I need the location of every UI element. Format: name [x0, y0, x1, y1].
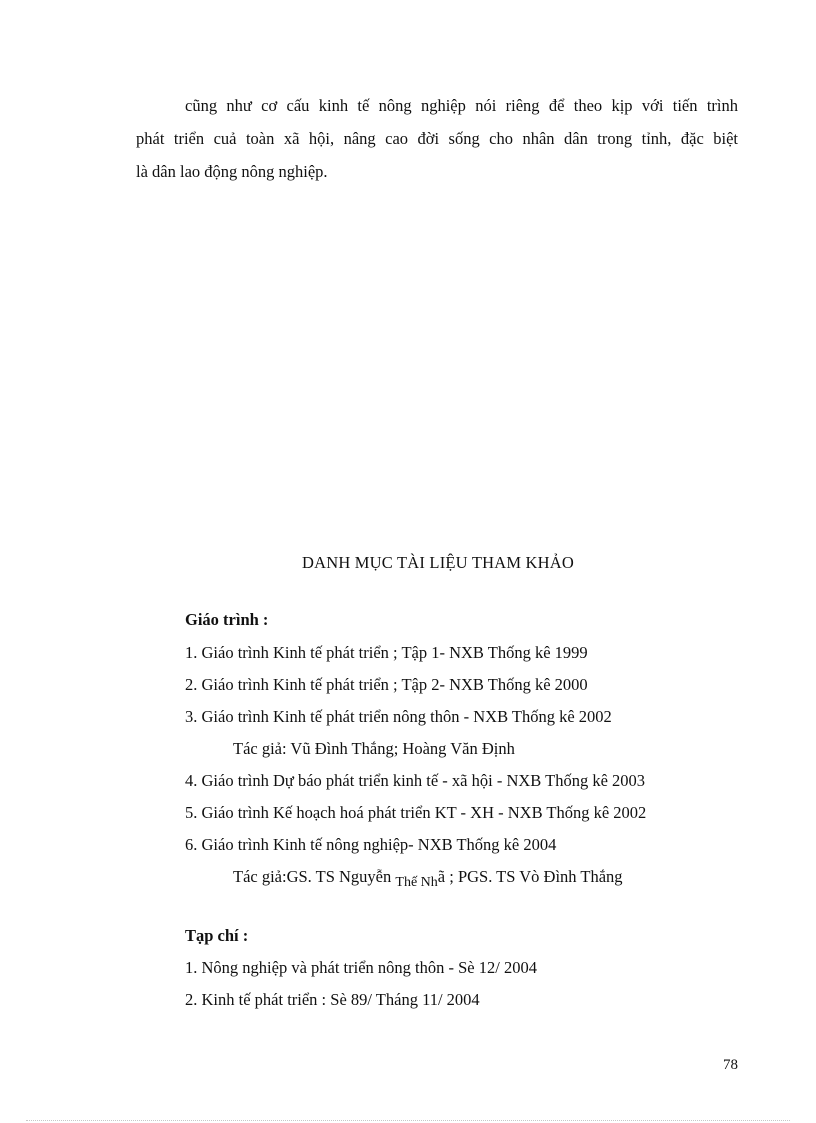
page-number: 78 — [723, 1057, 738, 1073]
author-name-fragment: Thế Nh — [395, 875, 438, 890]
paragraph-line: là dân lao động nông nghiệp. — [136, 162, 328, 181]
reference-author: Tác giả: Vũ Đình Thắng; Hoàng Văn Định — [233, 739, 515, 758]
paragraph-line: phát triển cuả toàn xã hội, nâng cao đời sống cho nhân dân trong tỉnh, đặc biệt — [136, 129, 738, 148]
reference-item: 5. Giáo trình Kế hoạch hoá phát triển KT - XH - NXB Thống kê 2002 — [185, 803, 647, 822]
page-bottom-divider — [26, 1120, 790, 1121]
paragraph-line: cũng như cơ cấu kinh tế nông nghiệp nói riêng để theo kịp với tiến trình — [185, 96, 738, 115]
reference-item: 3. Giáo trình Kinh tế phát triển nông thôn - NXB Thống kê 2002 — [185, 707, 612, 726]
reference-author — [233, 867, 623, 890]
reference-item: 6. Giáo trình Kinh tế nông nghiệp- NXB Thống kê 2004 — [185, 835, 557, 854]
journals-section-title: Tạp chí : — [185, 926, 249, 945]
references-heading: DANH MỤC TÀI LIỆU THAM KHẢO — [302, 553, 574, 572]
textbooks-section-title: Giáo trình : — [185, 610, 269, 629]
reference-item: 4. Giáo trình Dự báo phát triển kinh tế - xã hội - NXB Thống kê 2003 — [185, 771, 646, 790]
journal-item: 2. Kinh tế phát triển : Sè 89/ Tháng 11/ 2004 — [185, 990, 480, 1009]
reference-item: 1. Giáo trình Kinh tế phát triển ; Tập 1- NXB Thống kê 1999 — [185, 643, 588, 662]
reference-item: 2. Giáo trình Kinh tế phát triển ; Tập 2- NXB Thống kê 2000 — [185, 675, 588, 694]
author-prefix: Tác giả:GS. TS Nguyễn — [233, 867, 392, 886]
journal-item: 1. Nông nghiệp và phát triển nông thôn - Sè 12/ 2004 — [185, 958, 537, 977]
author-suffix: ã ; PGS. TS Vò Đình Thắng — [437, 867, 623, 886]
intro-paragraph — [136, 89, 738, 188]
